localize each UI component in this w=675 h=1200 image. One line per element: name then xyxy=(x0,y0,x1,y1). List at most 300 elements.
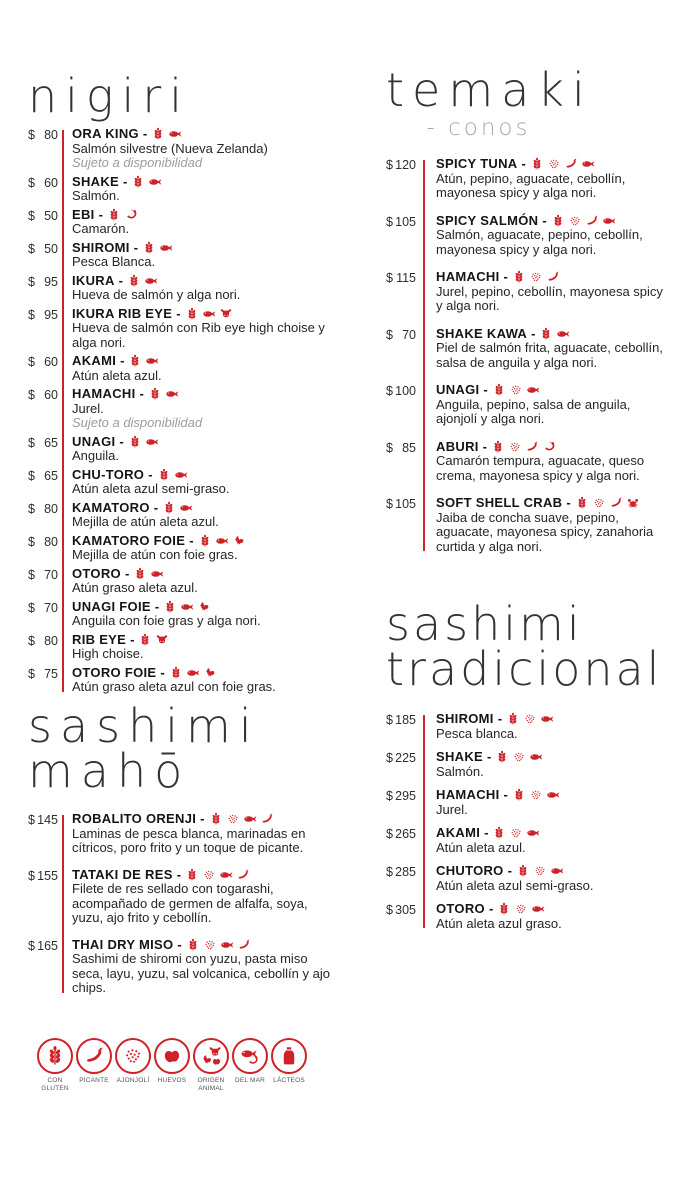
price-currency: $ xyxy=(28,175,35,190)
crab-icon xyxy=(626,496,640,510)
gluten-icon xyxy=(128,435,142,449)
menu-item xyxy=(28,208,340,237)
price-amount: 50 xyxy=(44,208,58,223)
name-separator: - xyxy=(154,598,160,614)
item-body xyxy=(72,387,340,431)
chili-icon xyxy=(237,938,251,952)
name-separator: - xyxy=(503,787,508,803)
legend-item xyxy=(231,1038,269,1094)
fish-icon xyxy=(144,274,158,288)
legend-label: AJONJOLÍ xyxy=(116,1077,150,1084)
item-price xyxy=(28,242,58,256)
gluten-icon xyxy=(492,826,506,840)
menu-item xyxy=(386,902,668,931)
items-list xyxy=(28,127,340,695)
item-name: OTORO xyxy=(436,901,485,917)
item-body xyxy=(72,468,340,497)
gluten-icon xyxy=(169,666,183,680)
item-price xyxy=(386,384,416,398)
menu-item xyxy=(28,468,340,497)
legend-circle xyxy=(193,1038,229,1074)
price-currency: $ xyxy=(28,633,35,648)
price-amount: 295 xyxy=(395,789,416,804)
item-description: Atún aleta azul. xyxy=(436,839,526,855)
item-price xyxy=(28,813,58,827)
legend-circle xyxy=(115,1038,151,1074)
name-separator: - xyxy=(542,212,547,228)
item-body xyxy=(436,826,668,855)
price-amount: 305 xyxy=(395,903,416,918)
menu-item xyxy=(28,127,340,171)
section-title-line: sashimi xyxy=(28,699,260,753)
price-currency: $ xyxy=(386,865,393,880)
sea-icon xyxy=(239,1045,261,1067)
gluten-icon xyxy=(209,812,223,826)
item-name: SHAKE KAWA xyxy=(436,325,528,341)
item-price xyxy=(386,271,416,285)
price-amount: 70 xyxy=(402,327,416,342)
item-name-line xyxy=(436,440,664,455)
price-currency: $ xyxy=(28,813,35,828)
menu-item xyxy=(28,307,340,351)
menu-item xyxy=(28,175,340,204)
name-separator: - xyxy=(484,825,489,841)
item-name-line xyxy=(436,750,668,765)
chili-icon xyxy=(585,214,599,228)
item-name-line xyxy=(72,307,340,322)
menu-item xyxy=(386,383,664,427)
item-description: Pesca blanca. xyxy=(436,725,518,741)
price-currency: $ xyxy=(28,355,35,370)
fish-icon xyxy=(526,383,540,397)
item-name-line xyxy=(72,501,340,516)
name-separator: - xyxy=(521,156,526,172)
item-body xyxy=(436,327,664,371)
menu-item xyxy=(386,157,664,201)
sesame-icon xyxy=(509,826,523,840)
legend-label: HUEVOS xyxy=(157,1077,187,1084)
item-name-line xyxy=(72,241,340,256)
price-amount: 80 xyxy=(44,128,58,143)
item-body xyxy=(436,750,668,779)
item-name-line xyxy=(436,864,668,879)
gluten-icon xyxy=(539,327,553,341)
item-price xyxy=(386,158,416,172)
item-description: Anguila, pepino, salsa de anguila, ajonjolí y alga nori. xyxy=(436,396,631,427)
item-name: SPICY SALMÓN xyxy=(436,212,539,228)
gluten-icon xyxy=(107,208,121,222)
item-body xyxy=(72,501,340,530)
item-description: Salmón silvestre (Nueva Zelanda) xyxy=(72,140,268,156)
price-currency: $ xyxy=(386,789,393,804)
menu-item xyxy=(28,534,340,563)
item-price xyxy=(386,903,416,917)
chili-icon xyxy=(236,868,250,882)
price-amount: 265 xyxy=(395,827,416,842)
sesame-icon xyxy=(203,938,217,952)
section-title xyxy=(28,699,340,799)
gluten-icon xyxy=(44,1045,66,1067)
fish-icon xyxy=(602,214,616,228)
item-body xyxy=(72,307,340,351)
fish-icon xyxy=(556,327,570,341)
item-body xyxy=(436,383,664,427)
item-price xyxy=(28,601,58,615)
sesame-icon xyxy=(508,440,522,454)
chili-icon xyxy=(83,1045,105,1067)
item-name-line xyxy=(72,208,340,223)
menu-item xyxy=(386,750,668,779)
item-name-line xyxy=(72,534,340,549)
item-description: Atún aleta azul semi-graso. xyxy=(72,481,230,497)
sesame-icon xyxy=(592,496,606,510)
gluten-icon xyxy=(497,902,511,916)
item-name: AKAMI xyxy=(436,825,481,841)
section-sashimi-tradicional xyxy=(386,597,668,931)
item-description: Atún graso aleta azul con foie gras. xyxy=(72,679,276,695)
item-description: Atún aleta azul. xyxy=(72,367,162,383)
item-description: Jurel. xyxy=(436,801,468,817)
price-currency: $ xyxy=(28,868,35,883)
menu-item xyxy=(28,633,340,662)
item-name-line xyxy=(72,435,340,450)
item-name: OTORO FOIE xyxy=(72,664,157,680)
price-currency: $ xyxy=(28,208,35,223)
fish-icon xyxy=(148,175,162,189)
item-price xyxy=(28,634,58,648)
item-price xyxy=(28,436,58,450)
item-description: Anguila con foie gras y alga nori. xyxy=(72,613,261,629)
item-description: Camarón tempura, aguacate, queso crema, mayonesa spicy y alga nori. xyxy=(436,453,645,483)
name-separator: - xyxy=(98,206,103,222)
item-name: IKURA xyxy=(72,272,115,288)
section-subtitle: - conos xyxy=(426,115,531,142)
gluten-icon xyxy=(142,241,156,255)
item-body xyxy=(72,938,340,996)
fish-icon xyxy=(215,534,229,548)
price-amount: 115 xyxy=(396,271,416,286)
name-separator: - xyxy=(133,239,139,255)
price-amount: 105 xyxy=(395,497,416,512)
item-price xyxy=(28,275,58,289)
price-currency: $ xyxy=(386,271,393,286)
item-name: EBI xyxy=(72,206,95,222)
price-currency: $ xyxy=(386,751,393,766)
legend-label: PICANTE xyxy=(79,1077,109,1084)
menu-item xyxy=(28,812,340,856)
price-amount: 75 xyxy=(44,666,58,681)
item-price xyxy=(386,713,416,727)
item-name-line xyxy=(436,496,664,511)
legend xyxy=(36,1038,308,1094)
gluten-icon xyxy=(148,387,162,401)
item-description: Anguila. xyxy=(72,448,119,464)
item-description: Salmón, aguacate, pepino, cebollín, mayonesa spicy y alga nori. xyxy=(436,227,643,257)
name-separator: - xyxy=(160,664,165,680)
price-amount: 185 xyxy=(395,713,416,728)
section-title-line: temaki xyxy=(386,63,593,117)
item-name-line xyxy=(436,902,668,917)
chili-icon xyxy=(260,812,274,826)
item-body xyxy=(436,496,664,554)
item-name: HAMACHI xyxy=(436,269,500,285)
name-separator: - xyxy=(488,901,494,917)
item-name: ABURI xyxy=(436,438,479,454)
price-amount: 50 xyxy=(44,241,58,256)
section-nigiri xyxy=(28,69,340,695)
item-description: Salmón. xyxy=(436,763,484,779)
legend-item xyxy=(192,1038,230,1094)
price-amount: 105 xyxy=(395,214,416,229)
name-separator: - xyxy=(507,863,512,879)
fish-icon xyxy=(179,501,193,515)
menu-item xyxy=(28,241,340,270)
fish-icon xyxy=(174,468,188,482)
item-body xyxy=(72,600,340,629)
item-name: AKAMI xyxy=(72,353,117,369)
item-name: SHIROMI xyxy=(436,711,494,727)
item-description: Mejilla de atún con foie gras. xyxy=(72,547,238,563)
item-price xyxy=(386,497,416,511)
legend-circle xyxy=(76,1038,112,1074)
item-description: Piel de salmón frita, aguacate, cebollín, salsa de anguila y alga nori. xyxy=(436,340,663,370)
menu-item xyxy=(28,387,340,431)
gluten-icon xyxy=(185,307,199,321)
section-sashimi-maho xyxy=(28,699,340,996)
menu-item xyxy=(28,600,340,629)
item-price xyxy=(28,128,58,142)
chili-icon xyxy=(564,157,578,171)
item-price xyxy=(386,215,416,229)
price-currency: $ xyxy=(28,468,35,483)
item-description: Jurel, pepino, cebollín, mayonesa spicy y alga nori. xyxy=(436,283,663,314)
gluten-icon xyxy=(128,354,142,368)
dairy-icon xyxy=(278,1045,300,1067)
gluten-icon xyxy=(151,127,165,141)
menu-item xyxy=(28,354,340,383)
name-separator: - xyxy=(153,499,159,515)
price-currency: $ xyxy=(28,388,35,403)
item-description: Jurel. xyxy=(72,400,104,416)
name-separator: - xyxy=(497,711,503,727)
fish-icon xyxy=(529,750,543,764)
gluten-icon xyxy=(575,496,589,510)
item-description: Laminas de pesca blanca, marinadas en cítricos, poro frito y un toque de picante. xyxy=(72,825,306,856)
name-separator: - xyxy=(482,438,488,454)
item-description: Mejilla de atún aleta azul. xyxy=(72,514,219,530)
item-name: RIB EYE xyxy=(72,631,127,647)
item-name: TATAKI DE RES xyxy=(72,866,173,882)
item-name: UNAGI xyxy=(436,382,480,398)
menu-item xyxy=(28,868,340,926)
item-name: UNAGI FOIE xyxy=(72,598,151,614)
price-amount: 70 xyxy=(44,600,58,615)
price-amount: 80 xyxy=(44,534,58,549)
gluten-icon xyxy=(131,175,145,189)
menu-item xyxy=(386,270,664,314)
item-price xyxy=(28,869,58,883)
gluten-icon xyxy=(157,468,171,482)
item-name-line xyxy=(72,274,340,289)
chili-icon xyxy=(546,270,560,284)
item-name-line xyxy=(436,214,664,229)
item-name-line xyxy=(436,327,664,342)
item-body xyxy=(436,270,664,314)
fish-icon xyxy=(159,241,173,255)
legend-item xyxy=(153,1038,191,1094)
fish-icon xyxy=(220,938,234,952)
price-amount: 80 xyxy=(44,633,58,648)
shrimp-icon xyxy=(124,208,138,222)
item-name-line xyxy=(436,788,668,803)
item-description: Camarón. xyxy=(72,221,130,237)
item-note: Sujeto a disponibilidad xyxy=(72,415,203,431)
name-separator: - xyxy=(176,305,181,321)
price-currency: $ xyxy=(386,713,393,728)
price-amount: 60 xyxy=(44,175,58,190)
item-name: SOFT SHELL CRAB xyxy=(436,495,563,511)
menu-item xyxy=(386,440,664,484)
gluten-icon xyxy=(530,157,544,171)
price-amount: 80 xyxy=(44,501,58,516)
legend-circle xyxy=(271,1038,307,1074)
item-name-line xyxy=(72,468,340,483)
item-price xyxy=(386,751,416,765)
item-name-line xyxy=(436,157,664,172)
item-body xyxy=(72,241,340,270)
gluten-icon xyxy=(512,270,526,284)
legend-circle xyxy=(37,1038,73,1074)
price-currency: $ xyxy=(386,214,393,229)
legend-item xyxy=(75,1038,113,1094)
item-description: Hueva de salmón con Rib eye high choise y alga nori. xyxy=(72,320,325,350)
item-price xyxy=(28,469,58,483)
item-name-line xyxy=(72,354,340,369)
name-separator: - xyxy=(487,749,492,765)
item-price xyxy=(28,667,58,681)
sesame-icon xyxy=(568,214,582,228)
price-currency: $ xyxy=(386,903,393,918)
fish-icon xyxy=(145,354,159,368)
bird-icon xyxy=(203,666,217,680)
price-currency: $ xyxy=(28,307,35,322)
fish-icon xyxy=(168,127,182,141)
section-title-line: mahō xyxy=(28,744,191,799)
section-title xyxy=(28,69,340,123)
price-currency: $ xyxy=(28,128,35,143)
item-name-line xyxy=(72,387,340,402)
name-separator: - xyxy=(139,386,144,402)
menu-item xyxy=(386,712,668,741)
fish-icon xyxy=(165,387,179,401)
name-separator: - xyxy=(148,466,153,482)
item-name: SHIROMI xyxy=(72,239,130,255)
price-currency: $ xyxy=(28,241,35,256)
item-body xyxy=(436,712,668,741)
menu-item xyxy=(28,274,340,303)
item-price xyxy=(28,388,58,402)
price-currency: $ xyxy=(386,327,393,342)
gluten-icon xyxy=(551,214,565,228)
item-description: Jaiba de concha suave, pepino, aguacate, mayonesa spicy, zanahoria curtida y alga nori. xyxy=(436,509,654,554)
eggs-icon xyxy=(161,1045,183,1067)
price-currency: $ xyxy=(386,827,393,842)
item-price xyxy=(28,535,58,549)
price-amount: 95 xyxy=(44,307,58,322)
item-description: High choise. xyxy=(72,646,144,662)
item-body xyxy=(436,214,664,258)
name-separator: - xyxy=(503,269,508,285)
menu-item xyxy=(386,214,664,258)
item-price xyxy=(28,502,58,516)
legend-item xyxy=(270,1038,308,1094)
name-separator: - xyxy=(189,532,194,548)
gluten-icon xyxy=(492,383,506,397)
item-name: SHAKE xyxy=(436,749,484,765)
sesame-icon xyxy=(533,864,547,878)
fish-icon xyxy=(219,868,233,882)
bird-icon xyxy=(232,534,246,548)
legend-label: ORIGEN ANIMAL xyxy=(197,1077,225,1093)
legend-label: LÁCTEOS xyxy=(273,1077,305,1084)
price-currency: $ xyxy=(28,938,35,953)
item-name: ORA KING xyxy=(72,126,139,142)
item-description: Hueva de salmón y alga nori. xyxy=(72,287,241,303)
item-name: IKURA RIB EYE xyxy=(72,305,173,321)
fish-icon xyxy=(186,666,200,680)
legend-item xyxy=(114,1038,152,1094)
gluten-icon xyxy=(162,501,176,515)
item-name: KAMATORO xyxy=(72,499,150,515)
gluten-icon xyxy=(512,788,526,802)
section-title xyxy=(386,63,664,117)
item-description: Salmón. xyxy=(72,188,120,204)
price-currency: $ xyxy=(28,274,35,289)
price-amount: 65 xyxy=(44,435,58,450)
sesame-icon xyxy=(512,750,526,764)
sesame-icon xyxy=(509,383,523,397)
price-amount: 120 xyxy=(395,158,416,173)
section-title-line: tradicional xyxy=(386,642,663,697)
menu-item xyxy=(386,496,664,554)
chili-icon xyxy=(609,496,623,510)
price-amount: 155 xyxy=(37,868,58,883)
menu-item xyxy=(28,938,340,996)
legend-circle xyxy=(232,1038,268,1074)
item-description: Filete de res sellado con togarashi, acompañado de germen de alfalfa, soya, yuzu, ajo frito y cebollín. xyxy=(72,881,308,926)
fish-icon xyxy=(243,812,257,826)
item-body xyxy=(436,864,668,893)
price-amount: 70 xyxy=(44,567,58,582)
cow-icon xyxy=(219,307,233,321)
item-note: Sujeto a disponibilidad xyxy=(72,155,203,171)
price-currency: $ xyxy=(28,666,35,681)
gluten-icon xyxy=(138,633,152,647)
item-price xyxy=(386,441,416,455)
item-name-line xyxy=(72,666,340,681)
sesame-icon xyxy=(529,788,543,802)
item-price xyxy=(386,789,416,803)
fish-icon xyxy=(581,157,595,171)
price-amount: 285 xyxy=(395,865,416,880)
gluten-icon xyxy=(185,868,199,882)
gluten-icon xyxy=(127,274,141,288)
menu-item xyxy=(386,327,664,371)
animal-icon xyxy=(200,1045,222,1067)
price-currency: $ xyxy=(386,440,393,455)
item-name: OTORO xyxy=(72,565,121,581)
fish-icon xyxy=(180,600,194,614)
